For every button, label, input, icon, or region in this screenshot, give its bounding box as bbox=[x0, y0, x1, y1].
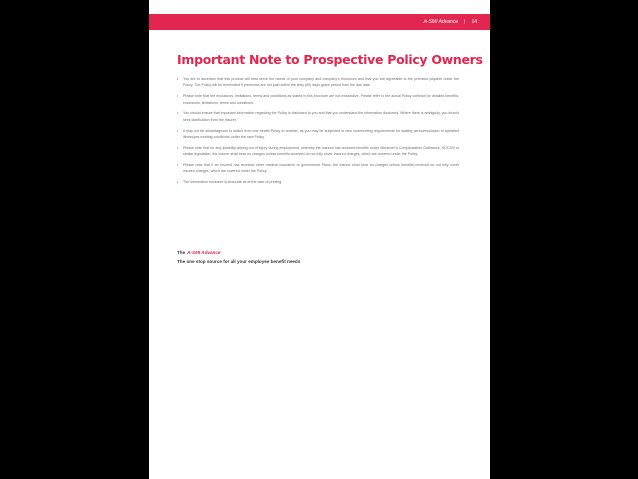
page-title: Important Note to Prospective Policy Owners bbox=[177, 52, 483, 67]
header-product: A-SMI Advance bbox=[423, 19, 459, 25]
document-page bbox=[149, 0, 490, 479]
note-item: • Please note that the exclusions, limitations, terms and conditions as stated in this brochure are not exhaustive. Please refer to the actual Policy contract for detailed benefits, exclusions, limitations, terms and conditions. bbox=[177, 93, 459, 106]
page-number: 14 bbox=[471, 19, 477, 25]
footer bbox=[177, 249, 300, 266]
brand-name: A-SMI Advance bbox=[187, 250, 221, 255]
brand-line bbox=[177, 249, 300, 258]
note-item: • Please note that for any disability arising out of injury during employment, whereby the Insured has received benefits under Workmen's Compensation Ordinance, SOCSO or similar legislation, the Insurer shall bear no charges unless benefits received do not fully cover Insured charges, which are covered under the Policy. bbox=[177, 145, 459, 158]
header-text bbox=[424, 19, 477, 25]
note-item: • The information enclosed is accurate as at the date of printing. bbox=[177, 179, 459, 185]
notes-list bbox=[177, 76, 459, 190]
header-separator: | bbox=[464, 19, 466, 25]
brand-prefix: The bbox=[177, 250, 186, 255]
note-item: • It may not be advantageous to switch from one health Policy to another, as you may be subjected to new underwriting requirements for waiting period/exclusion of specified illness/pre-existing conditions under the new Policy. bbox=[177, 128, 459, 141]
header-bar bbox=[149, 14, 490, 30]
note-item: • You are to ascertain that this product will best serve the needs of your company and company's resources and that you are agreeable to the premium payable under the Policy. The Policy will be terminated if premiums are not paid within the sixty (60) days grace period from the due date. bbox=[177, 76, 459, 89]
note-item: • You should ensure that important information regarding the Policy is disclosed to you and that you understand the information disclosed. Where there is ambiguity, you should seek clarification from the Insurer. bbox=[177, 110, 459, 123]
tagline: The one stop source for all your employee benefit needs bbox=[177, 258, 301, 264]
note-item: • Please note that if an Insured has received other medical insurance or government Plans, the Insurer shall bear no charges unless benefits received do not fully cover insured charges, which are covered under the Policy. bbox=[177, 162, 459, 175]
